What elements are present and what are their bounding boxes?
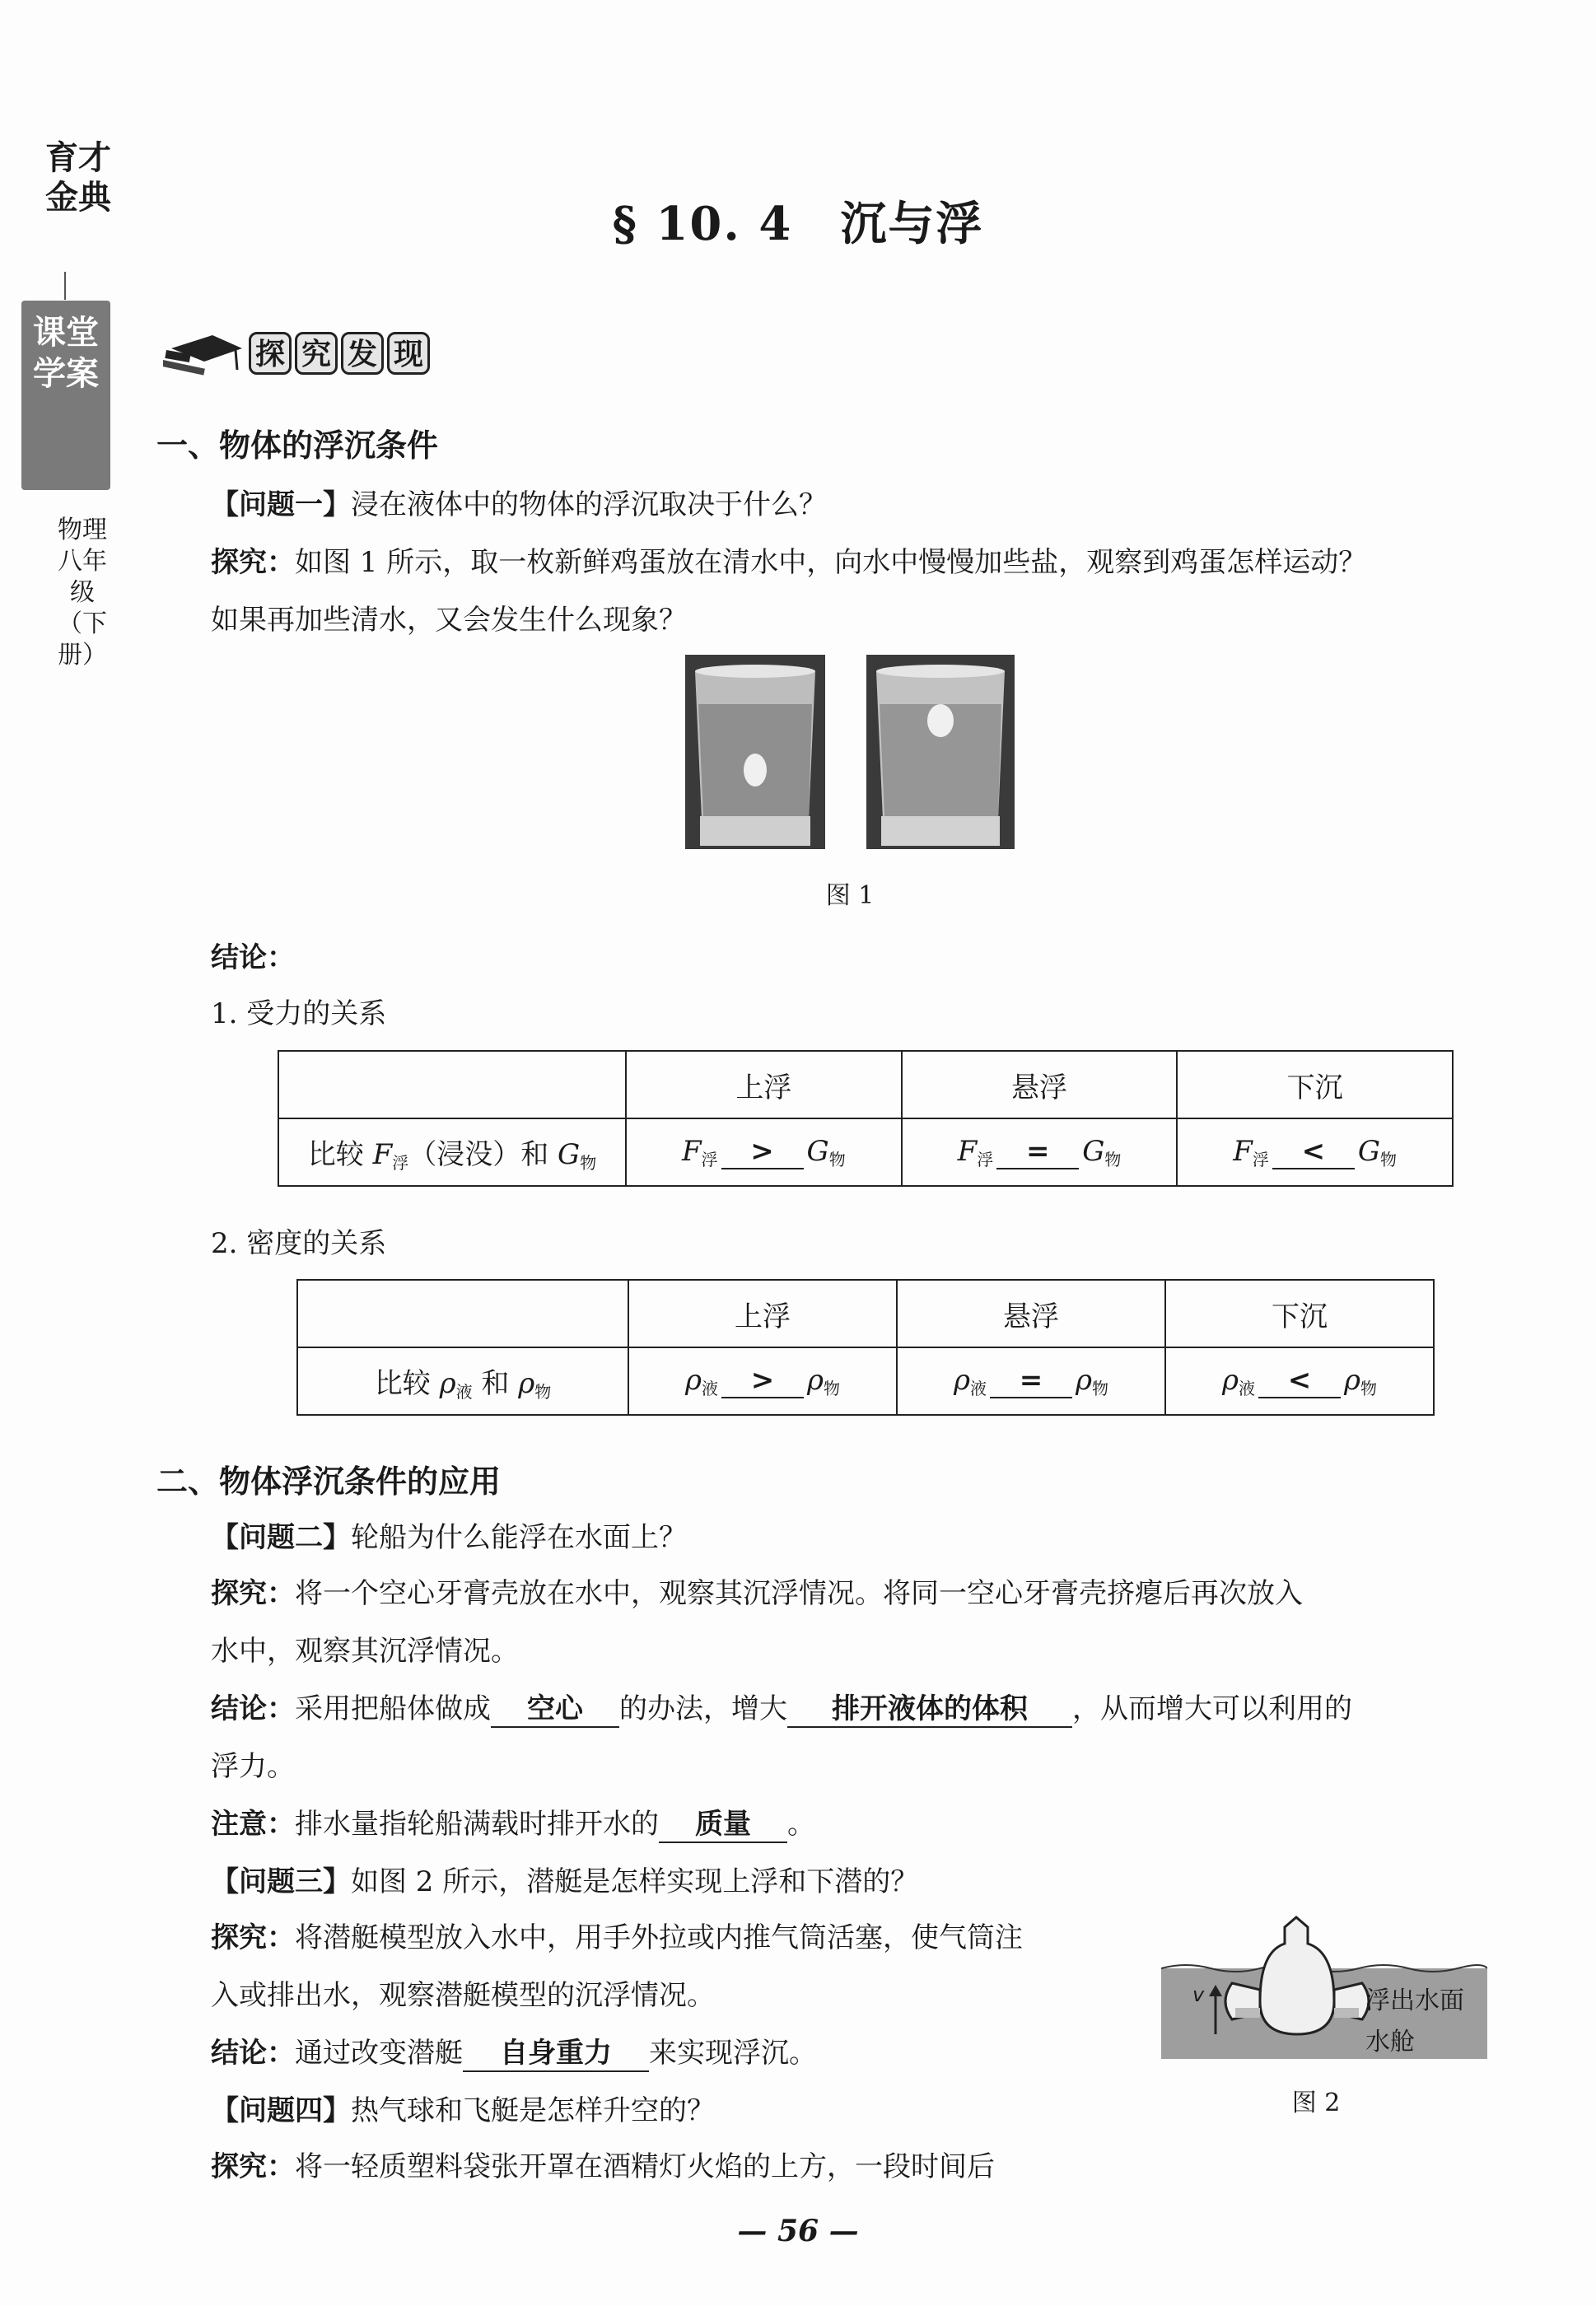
answer-rise: > xyxy=(721,1135,804,1170)
conclusion-2-b: 的办法，增大 xyxy=(619,1692,787,1725)
conclusion-3 xyxy=(211,2024,1150,2082)
conclusion-3-b: 来实现浮沉。 xyxy=(649,2037,817,2070)
cell-f: F xyxy=(681,1134,702,1168)
table1-label-f-sub: 浮 xyxy=(392,1152,409,1173)
note-a: 排水量指轮船满载时排开水的 xyxy=(295,1808,659,1841)
question-4 xyxy=(211,2082,1496,2140)
figure-2-submarine xyxy=(1161,1911,1487,2059)
subheading-force: 1. 受力的关系 xyxy=(211,997,387,1030)
conclusion-2-label: 结论： xyxy=(211,1692,295,1725)
table1-row-label xyxy=(278,1118,626,1186)
question-4-label: 【问题四】 xyxy=(211,2094,351,2127)
section2-heading: 二、物体浮沉条件的应用 xyxy=(156,1463,502,1500)
rho: ρ xyxy=(1344,1363,1360,1397)
table2-label-mid: 和 xyxy=(472,1366,519,1400)
probe-2-line1: 将一个空心牙膏壳放在水中，观察其沉浮情况。将同一空心牙膏壳挤瘪后再次放入 xyxy=(295,1577,1303,1610)
table1-header-sink: 下沉 xyxy=(1177,1051,1453,1118)
note xyxy=(211,1795,1496,1853)
probe-3-line2: 入或排出水，观察潜艇模型的沉浮情况。 xyxy=(211,1979,715,2012)
table1-label-g: G xyxy=(558,1137,581,1171)
rho: ρ xyxy=(1076,1363,1092,1397)
force-comparison-table xyxy=(278,1050,1454,1187)
conclusion-3-a: 通过改变潜艇 xyxy=(295,2037,463,2070)
sidebar-divider xyxy=(64,272,66,300)
cell-f: F xyxy=(1233,1134,1253,1168)
cell-g: G xyxy=(806,1134,829,1168)
probe-4-line1: 将一轻质塑料袋张开罩在酒精灯火焰的上方，一段时间后 xyxy=(295,2150,995,2183)
sidebar-brand: 育才金典 xyxy=(45,139,111,217)
page-number: — 56 — xyxy=(737,2214,859,2248)
answer-rise: > xyxy=(721,1364,804,1399)
density-comparison-table xyxy=(296,1279,1435,1416)
cell-g-sub: 物 xyxy=(1104,1149,1122,1169)
conclusion-2 xyxy=(211,1680,1496,1795)
probe-3-label: 探究： xyxy=(211,1921,295,1954)
blank-mass: 质量 xyxy=(659,1808,787,1843)
table2-cell-suspend xyxy=(897,1347,1165,1415)
sidebar-tab-label: 课堂学案 xyxy=(33,314,99,393)
blank-own-weight: 自身重力 xyxy=(463,2037,649,2072)
rho-sub: 液 xyxy=(702,1378,718,1398)
table1-header-rise: 上浮 xyxy=(626,1051,902,1118)
rho-sub: 物 xyxy=(824,1378,840,1398)
rho-sub: 物 xyxy=(1092,1378,1108,1398)
rho-sub: 液 xyxy=(970,1378,987,1398)
table2-cell-sink xyxy=(1165,1347,1434,1415)
question-1 xyxy=(211,476,1496,534)
probe-2 xyxy=(211,1565,1496,1680)
conclusion-label: 结论： xyxy=(211,941,295,974)
table2-header-sink: 下沉 xyxy=(1165,1280,1434,1347)
note-b: 。 xyxy=(787,1808,815,1841)
sidebar-tab xyxy=(21,301,110,490)
rho: ρ xyxy=(518,1366,535,1400)
explore-badge-1: 探 xyxy=(249,332,292,375)
answer-suspend: = xyxy=(996,1135,1079,1170)
cell-g: G xyxy=(1357,1134,1381,1168)
rho: ρ xyxy=(1222,1363,1239,1397)
conclusion-2-c: ，从而增大可以利用的 xyxy=(1072,1692,1352,1725)
rho: ρ xyxy=(807,1363,824,1397)
explore-badge-3: 发 xyxy=(341,332,384,375)
cell-f: F xyxy=(957,1134,978,1168)
question-3-label: 【问题三】 xyxy=(211,1865,351,1898)
velocity-label: v xyxy=(1192,1983,1205,2006)
cell-f-sub: 浮 xyxy=(977,1149,994,1169)
rho-sub: 液 xyxy=(1239,1378,1255,1398)
question-1-label: 【问题一】 xyxy=(211,488,351,521)
rho: ρ xyxy=(954,1363,970,1397)
rho-sub: 物 xyxy=(1360,1378,1377,1398)
conclusion-1-label xyxy=(211,929,1496,987)
table1-label-f: F xyxy=(372,1137,393,1171)
conclusion-2-a: 采用把船体做成 xyxy=(295,1692,491,1725)
answer-sink: < xyxy=(1272,1135,1355,1170)
probe-3-line1: 将潜艇模型放入水中，用手外拉或内推气筒活塞，使气筒注 xyxy=(295,1921,1023,1954)
table1-cell-suspend xyxy=(902,1118,1178,1186)
question-3 xyxy=(211,1853,1496,1911)
question-2-label: 【问题二】 xyxy=(211,1521,351,1554)
table1-label-mid: （浸没）和 xyxy=(408,1137,558,1171)
conclusion-3-label: 结论： xyxy=(211,2037,295,2070)
rho: ρ xyxy=(439,1366,456,1400)
note-label: 注意： xyxy=(211,1808,295,1841)
fig2-label-surface: 浮出水面 xyxy=(1365,1986,1464,2015)
probe-2-line2: 水中，观察其沉浮情况。 xyxy=(211,1635,519,1668)
blank-hollow: 空心 xyxy=(491,1692,619,1728)
table2-row-label xyxy=(297,1347,628,1415)
page-title: § 10. 4 沉与浮 xyxy=(612,197,984,251)
figure-1-glasses xyxy=(685,655,1015,852)
blank-displaced-volume: 排开液体的体积 xyxy=(787,1692,1072,1728)
cell-f-sub: 浮 xyxy=(1252,1149,1269,1169)
probe-1-label: 探究： xyxy=(211,546,295,579)
question-2 xyxy=(211,1509,1496,1566)
table1-cell-sink xyxy=(1177,1118,1453,1186)
table1-cell-rise xyxy=(626,1118,902,1186)
probe-2-label: 探究： xyxy=(211,1577,295,1610)
probe-1-text: 如图 1 所示，取一枚新鲜鸡蛋放在清水中，向水中慢慢加些盐，观察到鸡蛋怎样运动？ xyxy=(295,546,1367,579)
probe-1-text-2: 如果再加些清水，又会发生什么现象？ xyxy=(211,604,687,637)
cell-g-sub: 物 xyxy=(828,1149,846,1169)
answer-sink: < xyxy=(1258,1364,1341,1399)
conclusion-2-line2: 浮力。 xyxy=(211,1750,295,1783)
probe-3 xyxy=(211,1909,1150,2024)
table2-cell-rise xyxy=(628,1347,897,1415)
table2-header-rise: 上浮 xyxy=(628,1280,897,1347)
table2-corner xyxy=(297,1280,628,1347)
probe-1 xyxy=(211,534,1496,649)
table2-label-prefix: 比较 xyxy=(374,1366,440,1400)
question-3-text: 如图 2 所示，潜艇是怎样实现上浮和下潜的？ xyxy=(351,1865,919,1898)
rho-sub-liquid: 液 xyxy=(455,1381,473,1402)
table2-header-suspend: 悬浮 xyxy=(897,1280,1165,1347)
cell-g: G xyxy=(1082,1134,1105,1168)
question-1-text: 浸在液体中的物体的浮沉取决于什么？ xyxy=(351,488,827,521)
fig2-label-tank: 水舱 xyxy=(1365,2028,1415,2056)
question-4-text: 热气球和飞艇是怎样升空的？ xyxy=(351,2094,715,2127)
sidebar-subject: 物理 八年级（下册） xyxy=(58,516,107,670)
subheading-density: 2. 密度的关系 xyxy=(211,1227,387,1260)
table1-header-suspend: 悬浮 xyxy=(902,1051,1178,1118)
rho-sub-object: 物 xyxy=(534,1381,552,1402)
probe-4-label: 探究： xyxy=(211,2150,295,2183)
rho: ρ xyxy=(685,1363,702,1397)
table1-label-g-sub: 物 xyxy=(580,1152,597,1173)
explore-badge-4: 现 xyxy=(387,332,430,375)
table1-label-prefix: 比较 xyxy=(307,1137,373,1171)
question-2-text: 轮船为什么能浮在水面上？ xyxy=(351,1521,687,1554)
table1-corner xyxy=(278,1051,626,1118)
cell-g-sub: 物 xyxy=(1380,1149,1398,1169)
graduation-cap-icon xyxy=(163,330,245,376)
section1-heading: 一、物体的浮沉条件 xyxy=(156,427,439,464)
figure-1-caption: 图 1 xyxy=(825,881,875,910)
explore-badge-2: 究 xyxy=(295,332,338,375)
answer-suspend: = xyxy=(990,1364,1072,1399)
cell-f-sub: 浮 xyxy=(701,1149,718,1169)
probe-4 xyxy=(211,2138,1150,2196)
figure-2-caption: 图 2 xyxy=(1291,2089,1341,2117)
